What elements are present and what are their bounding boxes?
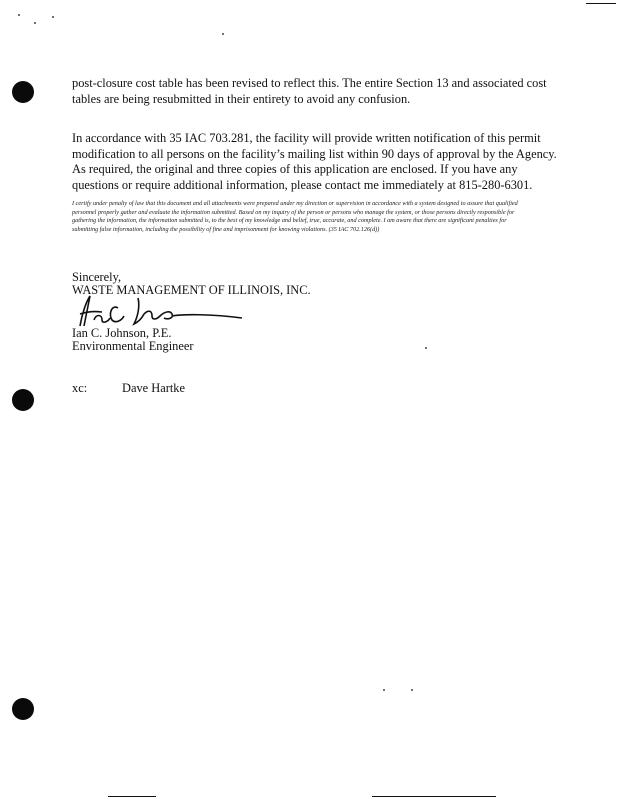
cc-recipient: Dave Hartke <box>122 381 185 395</box>
scan-speck <box>18 14 20 16</box>
scan-speck <box>222 33 224 35</box>
closing-salutation: Sincerely, <box>72 270 122 284</box>
scan-edge-mark <box>586 3 616 4</box>
punch-hole-bottom <box>12 698 34 720</box>
scan-speck <box>411 689 413 691</box>
company-name: WASTE MANAGEMENT OF ILLINOIS, INC. <box>72 283 311 297</box>
handwritten-signature <box>72 292 252 330</box>
scan-speck <box>52 16 54 18</box>
footer-rule-right <box>372 796 496 797</box>
cc-label: xc: <box>72 381 88 395</box>
footer-rule-left <box>108 796 156 797</box>
body-paragraph-2: In accordance with 35 IAC 703.281, the facility will provide written notification of this permit modification to all persons on the facility’s mailing list within 90 days of approval by the Agency. As required, the original and three copies of this application are enclosed. If you have any questions or require additional information, please contact me immediately at 815-280-6301. <box>72 131 557 192</box>
scan-speck <box>34 22 36 24</box>
signatory-name: Ian C. Johnson, P.E. <box>72 326 172 340</box>
punch-hole-middle <box>12 389 34 411</box>
body-paragraph-1: post-closure cost table has been revised to reflect this. The entire Section 13 and associated cost tables are being resubmitted in their entirety to avoid any confusion. <box>72 76 547 106</box>
scan-speck <box>425 347 427 349</box>
punch-hole-top <box>12 81 34 103</box>
certification-statement: I certify under penalty of law that this document and all attachments were prepared under my direction or supervision in accordance with a system designed to assure that qualified personnel properly gather and evaluate the information submitted. Based on my inquiry of the person or persons who manage the system, or those persons directly responsible for gathering the information, the information submitted is, to the best of my knowledge and belief, true, accurate, and complete. I am aware that there are significant penalties for submitting false information, including the possibility of fine and imprisonment for knowing violations. (35 IAC 702.126(d)) <box>72 200 518 233</box>
signatory-title: Environmental Engineer <box>72 339 194 353</box>
scan-speck <box>383 689 385 691</box>
